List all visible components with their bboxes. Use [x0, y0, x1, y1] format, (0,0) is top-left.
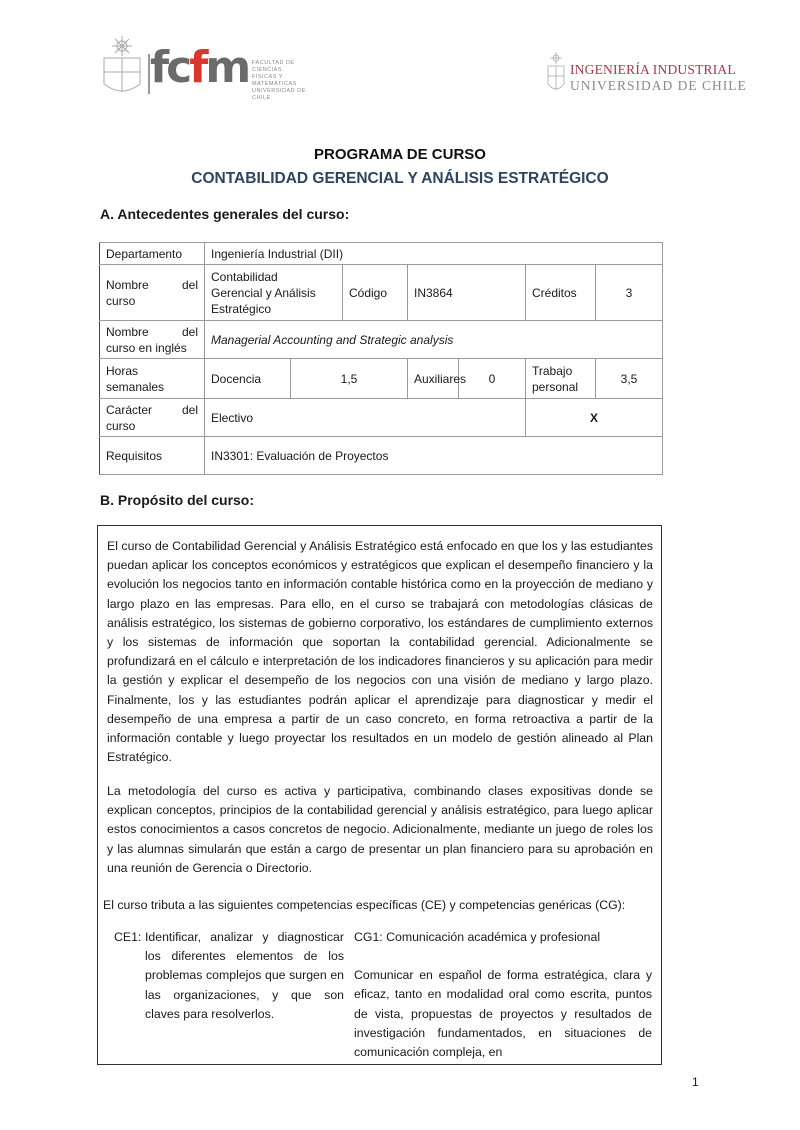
value-departamento: Ingeniería Industrial (DII) [205, 243, 663, 265]
value-requisitos: IN3301: Evaluación de Proyectos [205, 437, 663, 475]
label-horas-semanales: Horas semanales [100, 359, 205, 399]
value-trabajo-personal: 3,5 [596, 359, 663, 399]
cg1-text: Comunicar en español de forma estratégica, clara y eficaz, tanto en modalidad oral como escrita, puntos de vista, propuestas de proyectos y resultados de investigación fundamentados, en situaciones de comunicación compleja, en [354, 968, 652, 1060]
section-b-heading: B. Propósito del curso: [100, 492, 255, 508]
course-info-table [99, 242, 663, 475]
value-codigo: IN3864 [408, 265, 526, 321]
purpose-paragraph-1: El curso de Contabilidad Gerencial y Análisis Estratégico está enfocado en que los y las estudiantes puedan aplicar los conceptos económicos y estratégicos que explican el desempeño financiero y la evolución los negocios tanto en información contable histórica como en la proyección de mediano y largo plazo en las empresas. Para ello, en el curso se trabajará con metodologías clásicas de análisis estratégico, los sistemas de gobierno corporativo, los estándares de cumplimiento externos y los sistemas de información que soportan la contabilidad gerencial. Adicionalmente se profundizará en el cálculo e interpretación de los indicadores financieros y su aplicación para medir la gestión y explicar el desempeño de los negocios con una visión de mediano y largo plazo. Finalmente, los y las estudiantes podrán aplicar el aprendizaje para diagnosticar y medir el desempeño de una empresa a partir de un caso concreto, en forma retroactiva a partir de la información contable y luego proyectar los resultados en un modelo de gestión alineado al Plan Estratégico. [107, 539, 653, 765]
value-caracter: Electivo [205, 399, 526, 437]
ii-logo-line2: UNIVERSIDAD DE CHILE [570, 78, 747, 93]
fcfm-logo [100, 36, 315, 100]
purpose-paragraph-2: La metodología del curso es activa y participativa, combinando clases expositivas donde se explican conceptos, principios de la contabilidad gerencial y análisis estratégico, para luego aplicar estos conocimientos a casos concretos de negocio. Adicionalmente, mediante un juego de roles los y las alumnas simularán que están a cargo de presentar un plan financiero para su aprobación en una reunión de Gerencia o Directorio. [107, 784, 653, 875]
university-seal-icon [100, 36, 144, 98]
ce1-text: Identificar, analizar y diagnosticar los diferentes elementos de los problemas complejos que surgen en las organizaciones, y que son claves para resolverlos. [145, 930, 344, 1021]
section-a-heading: A. Antecedentes generales del curso: [100, 206, 350, 222]
value-nombre-ingles: Managerial Accounting and Strategic analysis [205, 321, 663, 359]
university-seal-icon [546, 52, 566, 94]
value-auxiliares: 0 [459, 359, 526, 399]
competencies-intro: El curso tributa a las siguientes competencias específicas (CE) y competencias genéricas (CG): [103, 898, 626, 912]
table-row-nombre-ingles [100, 321, 663, 359]
label-requisitos: Requisitos [100, 437, 205, 475]
label-nombre-ingles: Nombre del curso en inglés [100, 321, 205, 359]
table-row-horas [100, 359, 663, 399]
table-row-requisitos [100, 437, 663, 475]
label-auxiliares: Auxiliares [408, 359, 459, 399]
fcfm-wordmark: fcfm [150, 42, 249, 93]
page-number: 1 [692, 1075, 699, 1089]
document-title: PROGRAMA DE CURSO [314, 146, 486, 163]
label-creditos: Créditos [526, 265, 596, 321]
competency-cg1 [354, 928, 652, 1062]
label-trabajo-personal: Trabajo personal [526, 359, 596, 399]
label-codigo: Código [343, 265, 408, 321]
table-row-caracter [100, 399, 663, 437]
ce1-code: CE1: [114, 930, 142, 944]
label-nombre-curso: Nombre del curso [100, 265, 205, 321]
table-row-departamento [100, 243, 663, 265]
cg1-heading: CG1: Comunicación académica y profesional [354, 930, 601, 944]
label-departamento: Departamento [100, 243, 205, 265]
caracter-mark: X [526, 399, 663, 437]
ingenieria-industrial-logo [546, 52, 747, 96]
fcfm-subtitle: FACULTAD DE CIENCIAS FÍSICAS Y MATEMÁTICAS UNIVERSIDAD DE CHILE [252, 60, 306, 101]
table-row-nombre [100, 265, 663, 321]
value-nombre-curso: Contabilidad Gerencial y Análisis Estratégico [205, 265, 343, 321]
label-docencia: Docencia [205, 359, 291, 399]
value-creditos: 3 [596, 265, 663, 321]
ii-logo-line1: INGENIERÍA INDUSTRIAL [570, 62, 736, 77]
label-caracter: Carácter del curso [100, 399, 205, 437]
value-docencia: 1,5 [291, 359, 408, 399]
course-title: CONTABILIDAD GERENCIAL Y ANÁLISIS ESTRATÉGICO [191, 170, 609, 187]
